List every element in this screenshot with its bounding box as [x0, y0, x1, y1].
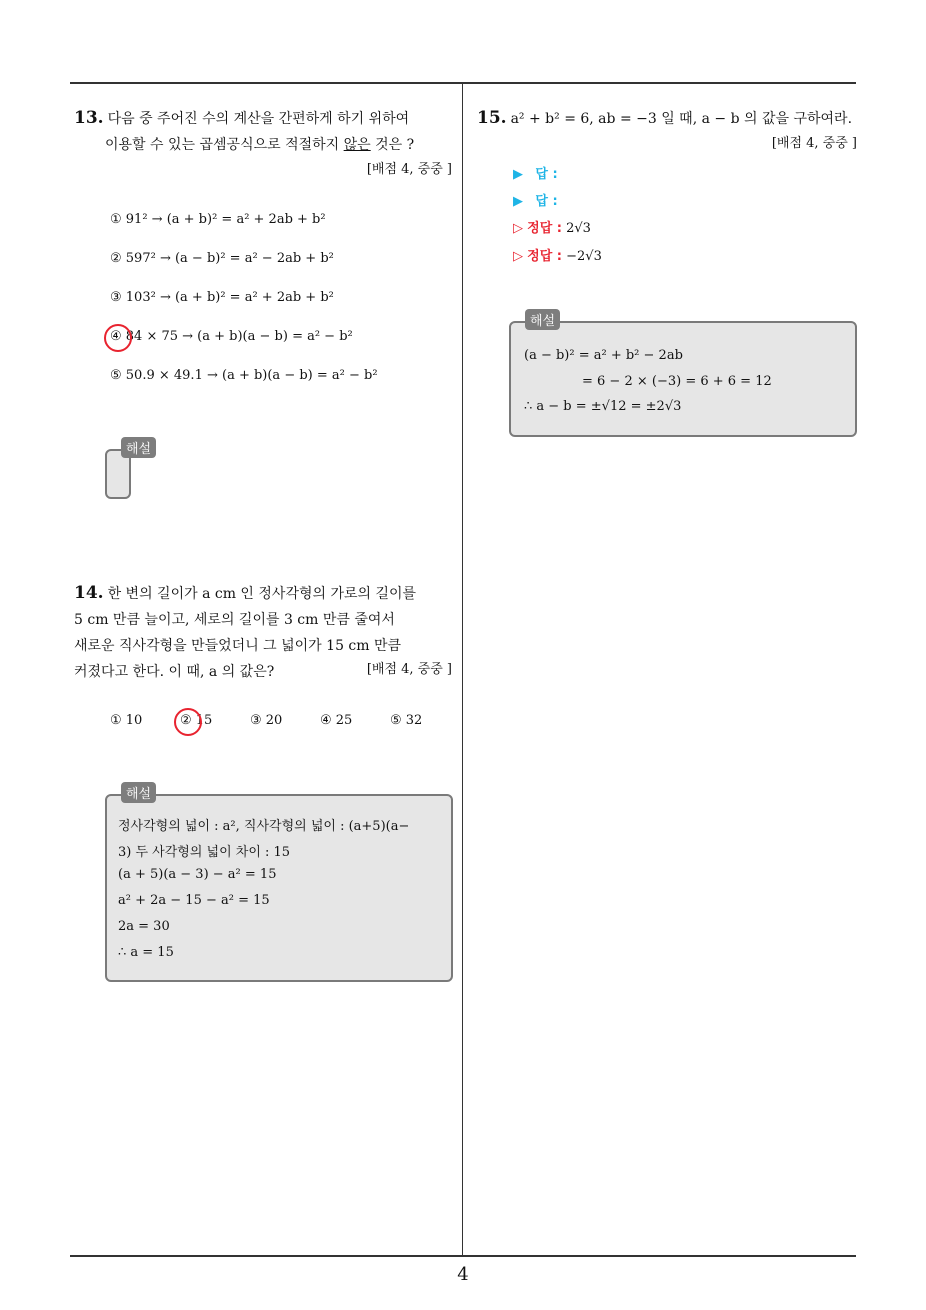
q15-answer-label-1: 답 : — [535, 167, 558, 182]
q15-explanation-tag: 해설 — [525, 309, 560, 330]
question-13-line1: 다음 중 주어진 수의 계산을 간편하게 하기 위하여 — [107, 111, 410, 127]
question-15-points: [배점 4, 중중 ] — [771, 136, 857, 151]
q13-choice-3[interactable]: ③ 103² → (a + b)² = a² + 2ab + b² — [110, 290, 334, 305]
q15-correct-row-1 — [513, 217, 591, 236]
question-13-line2-post: 것은 ? — [370, 137, 415, 153]
question-13-line2-pre: 이용할 수 있는 곱셈공식으로 적절하지 — [105, 137, 344, 153]
question-15-line1: a² + b² = 6, ab = −3 일 때, a − b 의 값을 구하여라. — [510, 111, 853, 127]
q15-explanation-line-2: = 6 − 2 × (−3) = 6 + 6 = 12 — [582, 374, 772, 389]
q14-explanation-line-6: ∴ a = 15 — [118, 945, 174, 960]
q15-answer-row-1[interactable] — [513, 163, 558, 182]
q13-choice-5[interactable]: ⑤ 50.9 × 49.1 → (a + b)(a − b) = a² − b² — [110, 368, 378, 383]
question-13-number: 13. — [74, 108, 104, 128]
q13-answer-mark-icon — [104, 324, 132, 352]
q13-choice-4[interactable]: ④ 84 × 75 → (a + b)(a − b) = a² − b² — [110, 329, 353, 344]
q14-choice-2[interactable]: ② 15 — [180, 713, 213, 728]
question-14-line3: 새로운 직사각형을 만들었더니 그 넓이가 15 cm 만큼 — [74, 638, 402, 654]
question-14-points: [배점 4, 중중 ] — [366, 662, 452, 677]
bottom-rule — [70, 1255, 856, 1257]
question-14-line1: 한 변의 길이가 a cm 인 정사각형의 가로의 길이를 — [107, 586, 417, 602]
answer-arrow-icon: ▶ — [513, 194, 523, 209]
q14-choice-1[interactable]: ① 10 — [110, 713, 143, 728]
q13-choice-2[interactable]: ② 597² → (a − b)² = a² − 2ab + b² — [110, 251, 334, 266]
question-15 — [477, 105, 857, 156]
q15-answer-label-2: 답 : — [535, 194, 558, 209]
answer-arrow-icon: ▶ — [513, 167, 523, 182]
correct-arrow-icon: ▷ — [513, 249, 523, 264]
column-divider — [462, 82, 463, 1257]
q14-explanation-line-3: (a + 5)(a − 3) − a² = 15 — [118, 867, 277, 882]
top-rule — [70, 82, 856, 84]
q14-explanation-line-5: 2a = 30 — [118, 919, 170, 934]
question-14-line4: 커졌다고 한다. 이 때, a 의 값은? — [74, 664, 275, 680]
q13-explanation-tag: 해설 — [121, 437, 156, 458]
q14-answer-mark-icon — [174, 708, 202, 736]
correct-arrow-icon: ▷ — [513, 221, 523, 236]
question-14-line2: 5 cm 만큼 늘이고, 세로의 길이를 3 cm 만큼 줄여서 — [74, 612, 395, 628]
q14-explanation-line-4: a² + 2a − 15 − a² = 15 — [118, 893, 270, 908]
q15-explanation-line-3: ∴ a − b = ±√12 = ±2√3 — [524, 399, 682, 414]
question-15-text — [477, 105, 857, 132]
q14-explanation-tag: 해설 — [121, 782, 156, 803]
q15-correct-label-1: 정답 : — [527, 221, 562, 236]
q15-correct-row-2 — [513, 245, 602, 264]
q14-explanation-line-2: 3) 두 사각형의 넓이 차이 : 15 — [118, 845, 291, 860]
q14-explanation-line-1: 정사각형의 넓이 : a², 직사각형의 넓이 : (a+5)(a− — [118, 819, 410, 834]
question-15-number: 15. — [477, 108, 507, 128]
q13-choice-1[interactable]: ① 91² → (a + b)² = a² + 2ab + b² — [110, 212, 326, 227]
q14-choice-5[interactable]: ⑤ 32 — [390, 713, 423, 728]
question-14-number: 14. — [74, 583, 104, 603]
question-13 — [74, 105, 452, 182]
page-number: 4 — [457, 1264, 469, 1285]
q15-answer-row-2[interactable] — [513, 190, 558, 209]
q14-choice-4[interactable]: ④ 25 — [320, 713, 353, 728]
q15-correct-label-2: 정답 : — [527, 249, 562, 264]
q15-correct-answer-2: −2√3 — [566, 249, 602, 264]
q14-choice-3[interactable]: ③ 20 — [250, 713, 283, 728]
question-13-line2-underlined: 않은 — [343, 137, 371, 153]
q15-explanation-line-1: (a − b)² = a² + b² − 2ab — [524, 348, 683, 363]
question-13-text — [74, 105, 452, 158]
question-13-points: [배점 4, 중중 ] — [366, 162, 452, 177]
q15-correct-answer-1: 2√3 — [566, 221, 591, 236]
